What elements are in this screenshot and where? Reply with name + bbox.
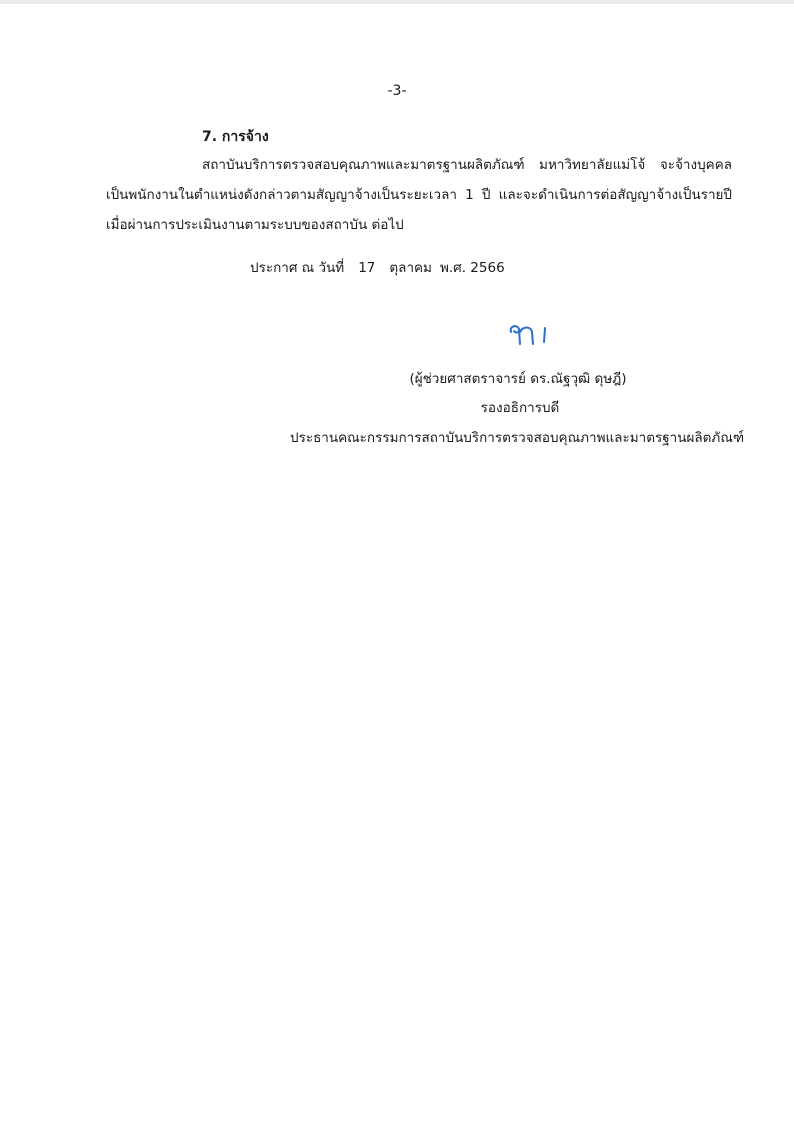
announcement-year: พ.ศ. 2566 [439, 260, 505, 276]
signer-name: (ผู้ช่วยศาสตราจารย์ ดร.ณัฐวุฒิ ดุษฎี) [409, 371, 627, 387]
page-number: -3- [387, 83, 407, 99]
paragraph-line-2: เป็นพนักงานในตำแหน่งดังกล่าวตามสัญญาจ้างเป็นระยะเวลา 1 ปี และจะดำเนินการต่อสัญญาจ้างเป็นรายปี [106, 187, 732, 203]
top-border [0, 0, 794, 4]
handwritten-signature [505, 320, 555, 348]
announcement-prefix: ประกาศ ณ วันที่ [250, 260, 345, 276]
paragraph-line-1: สถาบันบริการตรวจสอบคุณภาพและมาตรฐานผลิตภัณฑ์ มหาวิทยาลัยแม่โจ้ จะจ้างบุคคล [202, 157, 732, 173]
announcement-date [250, 259, 505, 277]
section-heading: 7. การจ้าง [202, 129, 269, 145]
announcement-day: 17 [358, 260, 376, 276]
signer-title: รองอธิการบดี [480, 400, 560, 416]
announcement-month: ตุลาคม [389, 260, 432, 276]
paragraph-line-3: เมื่อผ่านการประเมินงานตามระบบของสถาบัน ต่อไป [106, 217, 404, 233]
signer-role: ประธานคณะกรรมการสถาบันบริการตรวจสอบคุณภาพและมาตรฐานผลิตภัณฑ์ [290, 430, 745, 446]
